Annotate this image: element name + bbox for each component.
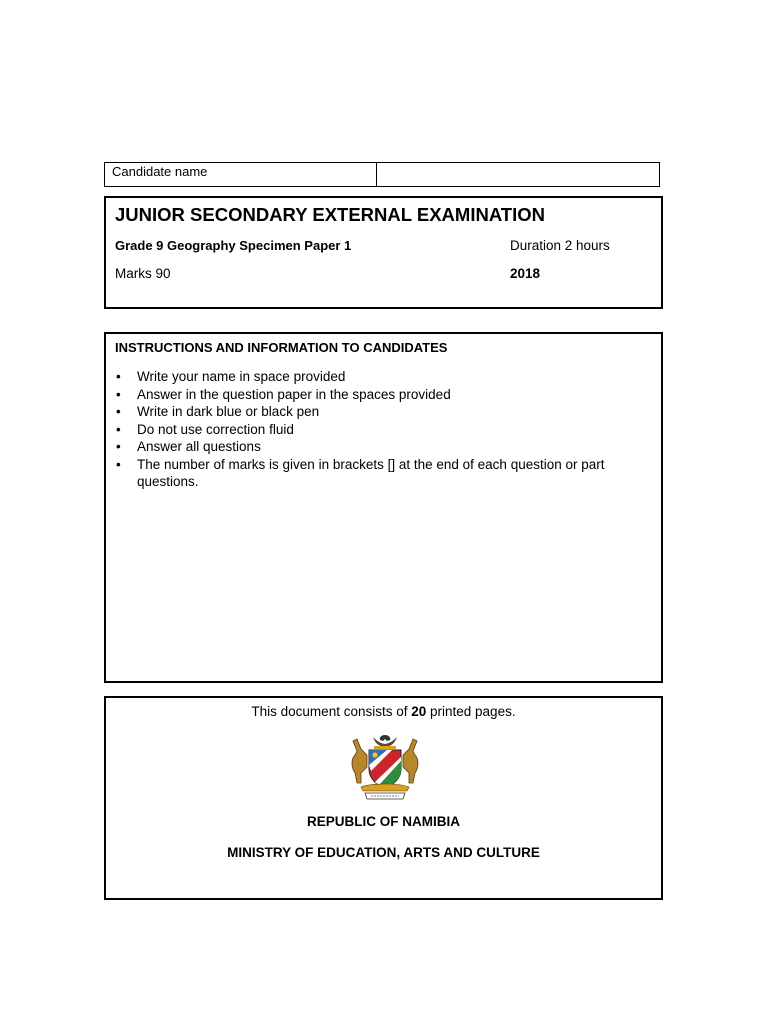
list-item	[115, 421, 645, 439]
instructions-list	[115, 368, 645, 491]
page-count-prefix: This document consists of	[251, 704, 412, 719]
exam-marks: Marks 90	[115, 266, 171, 281]
bullet-icon: •	[116, 456, 121, 472]
bullet-icon: •	[116, 439, 121, 454]
exam-info-box	[104, 196, 663, 309]
namibia-coat-of-arms-icon	[347, 731, 423, 803]
instruction-text: Answer all questions	[137, 439, 261, 454]
exam-duration: Duration 2 hours	[510, 238, 610, 253]
ministry-title: MINISTRY OF EDUCATION, ARTS AND CULTURE	[227, 845, 540, 860]
instruction-text: Write your name in space provided	[137, 369, 346, 384]
instructions-heading: INSTRUCTIONS AND INFORMATION TO CANDIDATES	[115, 340, 448, 355]
instruction-text: Write in dark blue or black pen	[137, 404, 320, 419]
bullet-icon: •	[116, 404, 121, 419]
page-count-line	[106, 704, 661, 719]
page-count-suffix: printed pages.	[426, 704, 516, 719]
bullet-icon: •	[116, 369, 121, 384]
list-item	[115, 438, 645, 456]
candidate-name-field[interactable]	[377, 163, 659, 186]
list-item	[115, 456, 645, 491]
instruction-text: Do not use correction fluid	[137, 421, 294, 437]
instruction-text: The number of marks is given in brackets [] at the end of each question or part questions.	[137, 456, 605, 489]
document-footer-box	[104, 696, 663, 900]
list-item	[115, 368, 645, 386]
instructions-box	[104, 332, 663, 683]
bullet-icon: •	[116, 386, 121, 402]
list-item	[115, 403, 645, 421]
list-item	[115, 386, 645, 404]
republic-title: REPUBLIC OF NAMIBIA	[307, 814, 460, 829]
bullet-icon: •	[116, 421, 121, 437]
candidate-name-label: Candidate name	[105, 163, 377, 186]
exam-subject: Grade 9 Geography Specimen Paper 1	[115, 238, 352, 253]
exam-title: JUNIOR SECONDARY EXTERNAL EXAMINATION	[115, 204, 545, 225]
candidate-name-row	[104, 162, 660, 187]
page-count-number: 20	[411, 704, 427, 719]
exam-year: 2018	[510, 266, 541, 281]
instruction-text: Answer in the question paper in the spaces provided	[137, 386, 451, 402]
